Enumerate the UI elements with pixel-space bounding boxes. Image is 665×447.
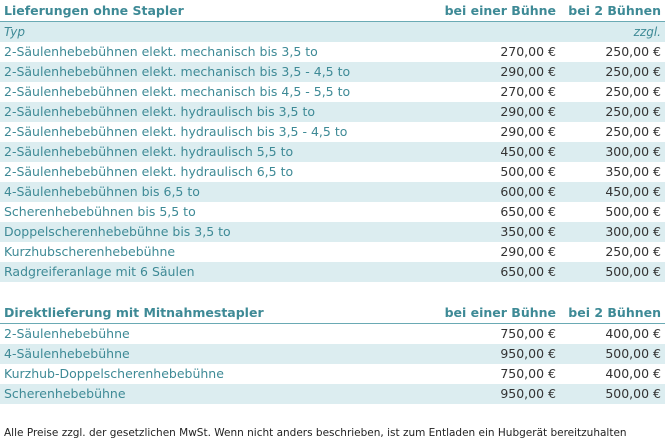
- price-one-lift: 500,00 €: [500, 164, 556, 179]
- price-one-lift: 650,00 €: [500, 204, 556, 219]
- column-header-one-lift: bei einer Bühne: [444, 3, 556, 18]
- product-name: 2-Säulenhebebühnen elekt. hydraulisch 5,5 to: [4, 144, 294, 159]
- product-name: 2-Säulenhebebühnen elekt. mechanisch bis 4,5 - 5,5 to: [4, 84, 351, 99]
- table-row: [0, 42, 665, 62]
- table-row: [0, 242, 665, 262]
- price-one-lift: 350,00 €: [500, 224, 556, 239]
- price-two-lifts: 400,00 €: [605, 326, 661, 341]
- price-two-lifts: 250,00 €: [605, 104, 661, 119]
- product-name: Doppelscherenhebebühne bis 3,5 to: [4, 224, 231, 239]
- price-two-lifts: 300,00 €: [605, 224, 661, 239]
- product-name: 4-Säulenhebebühnen bis 6,5 to: [4, 184, 200, 199]
- product-name: Radgreiferanlage mit 6 Säulen: [4, 264, 195, 279]
- price-two-lifts: 500,00 €: [605, 264, 661, 279]
- price-one-lift: 290,00 €: [500, 64, 556, 79]
- table-row: [0, 324, 665, 344]
- table-row: [0, 162, 665, 182]
- price-one-lift: 290,00 €: [500, 104, 556, 119]
- product-name: 2-Säulenhebebühnen elekt. hydraulisch bis 3,5 to: [4, 104, 316, 119]
- product-name: 2-Säulenhebebühnen elekt. hydraulisch bis 3,5 - 4,5 to: [4, 124, 348, 139]
- product-name: 4-Säulenhebebühne: [4, 346, 130, 361]
- price-two-lifts: 300,00 €: [605, 144, 661, 159]
- table-row: [0, 82, 665, 102]
- price-two-lifts: 400,00 €: [605, 366, 661, 381]
- price-one-lift: 650,00 €: [500, 264, 556, 279]
- price-one-lift: 270,00 €: [500, 44, 556, 59]
- column-header-one-lift: bei einer Bühne: [444, 305, 556, 320]
- product-name: Scherenhebebühne: [4, 386, 126, 401]
- price-two-lifts: 450,00 €: [605, 184, 661, 199]
- zzgl-label: zzgl.: [633, 25, 661, 39]
- table-row: [0, 262, 665, 282]
- price-one-lift: 950,00 €: [500, 346, 556, 361]
- product-name: Scherenhebebühnen bis 5,5 to: [4, 204, 196, 219]
- price-two-lifts: 250,00 €: [605, 44, 661, 59]
- price-one-lift: 950,00 €: [500, 386, 556, 401]
- footnote: Alle Preise zzgl. der gesetzlichen MwSt. Wenn nicht anders beschrieben, ist zum Entladen ein Hubgerät bereitzuhalten: [4, 427, 627, 439]
- price-two-lifts: 350,00 €: [605, 164, 661, 179]
- price-one-lift: 290,00 €: [500, 124, 556, 139]
- table-direktlieferung: [0, 302, 665, 404]
- product-name: Kurzhubscherenhebebühne: [4, 244, 176, 259]
- column-header-two-lifts: bei 2 Bühnen: [568, 305, 661, 320]
- table-row: [0, 142, 665, 162]
- table-row: [0, 62, 665, 82]
- product-name: Kurzhub-Doppelscherenhebebühne: [4, 366, 224, 381]
- price-one-lift: 750,00 €: [500, 326, 556, 341]
- price-two-lifts: 250,00 €: [605, 124, 661, 139]
- type-label: Typ: [4, 25, 26, 39]
- price-two-lifts: 500,00 €: [605, 346, 661, 361]
- price-one-lift: 270,00 €: [500, 84, 556, 99]
- product-name: 2-Säulenhebebühnen elekt. mechanisch bis 3,5 - 4,5 to: [4, 64, 351, 79]
- price-two-lifts: 250,00 €: [605, 244, 661, 259]
- section-title: Lieferungen ohne Stapler: [4, 3, 184, 18]
- table-row: [0, 122, 665, 142]
- subheader-row: [0, 22, 665, 42]
- price-one-lift: 290,00 €: [500, 244, 556, 259]
- table-row: [0, 222, 665, 242]
- product-name: 2-Säulenhebebühnen elekt. mechanisch bis 3,5 to: [4, 44, 318, 59]
- price-one-lift: 750,00 €: [500, 366, 556, 381]
- table-row: [0, 102, 665, 122]
- price-two-lifts: 500,00 €: [605, 386, 661, 401]
- column-header-two-lifts: bei 2 Bühnen: [568, 3, 661, 18]
- table-row: [0, 344, 665, 364]
- price-two-lifts: 500,00 €: [605, 204, 661, 219]
- product-name: 2-Säulenhebebühne: [4, 326, 130, 341]
- table-row: [0, 202, 665, 222]
- product-name: 2-Säulenhebebühnen elekt. hydraulisch 6,5 to: [4, 164, 294, 179]
- section-header: [0, 0, 665, 22]
- price-one-lift: 600,00 €: [500, 184, 556, 199]
- price-one-lift: 450,00 €: [500, 144, 556, 159]
- section-header: [0, 302, 665, 324]
- section-title: Direktlieferung mit Mitnahmestapler: [4, 305, 264, 320]
- price-two-lifts: 250,00 €: [605, 64, 661, 79]
- price-two-lifts: 250,00 €: [605, 84, 661, 99]
- table-row: [0, 182, 665, 202]
- table-row: [0, 384, 665, 404]
- table-row: [0, 364, 665, 384]
